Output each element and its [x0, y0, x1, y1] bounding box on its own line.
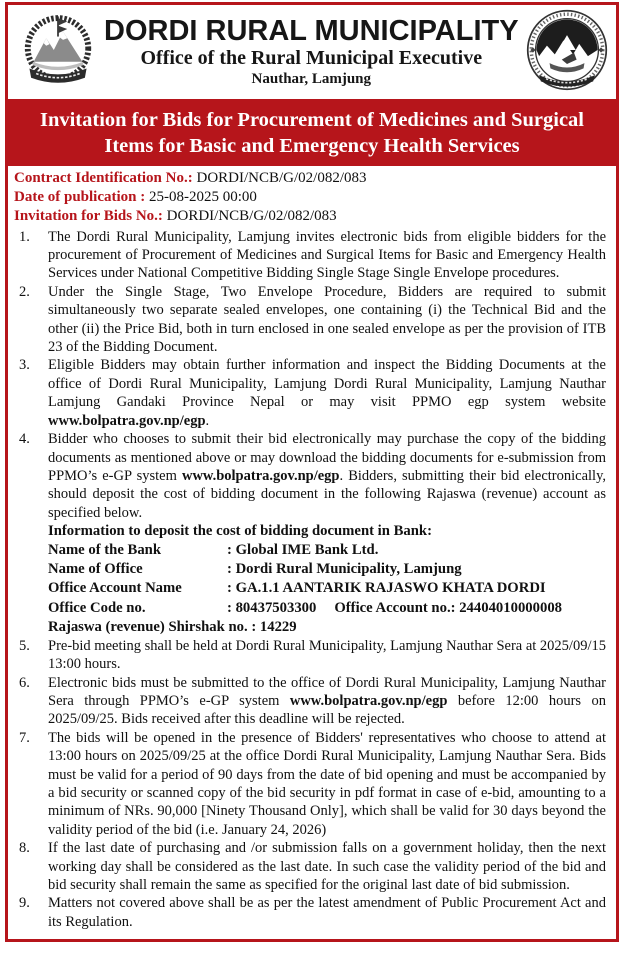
- item-text-segment: before 12:00 hours on 2025/09/25. Bids received after this deadline will be rejected.: [48, 693, 606, 728]
- list-item-text: [48, 430, 606, 637]
- bank-label: Office Code no.: [48, 599, 146, 616]
- list-item: [14, 674, 606, 729]
- list-item: [14, 637, 606, 674]
- bank-label-secondary: Office Account no.:: [334, 599, 456, 616]
- municipality-title: DORDI RURAL MUNICIPALITY: [104, 14, 519, 47]
- bank-value: : Dordi Rural Municipality, Lamjung: [227, 561, 462, 578]
- list-item-text: [48, 228, 606, 283]
- bank-info-row: [48, 560, 606, 579]
- bank-value: : Global IME Bank Ltd.: [227, 542, 379, 559]
- item-text-segment: Under the Single Stage, Two Envelope Procedure, Bidders are required to submit simultaneously two separate sealed envelopes, one containing (i) the Technical Bid and the other (ii) the Price Bid, both in turn enclosed in one sealed envelope as per the provision of ITB 23 of the Bidding Document.: [48, 283, 606, 356]
- bank-label: Office Account Name: [48, 580, 182, 597]
- meta-value: DORDI/NCB/G/02/082/083: [166, 208, 337, 225]
- meta-value: 25-08-2025 00:00: [149, 189, 257, 206]
- bank-info-row: [48, 541, 606, 560]
- list-item-number: 7.: [19, 729, 30, 746]
- contract-meta-row: [14, 188, 606, 207]
- item-text-segment: If the last date of purchasing and /or submission falls on a government holiday, then the next working day shall be considered as the last date. In such case the validity period of the bid and bid security shall remain the same as specified for the original last date of bid submission.: [48, 840, 606, 894]
- bank-shirshak-row: Rajaswa (revenue) Shirshak no. : 14229: [48, 618, 297, 635]
- list-item-text: [48, 894, 606, 931]
- list-item: [14, 839, 606, 894]
- bid-notice-document: [5, 2, 619, 942]
- item-text-segment: .: [205, 412, 210, 429]
- bank-info-heading: Information to deposit the cost of bidding document in Bank:: [48, 523, 432, 540]
- list-item-number: 1.: [19, 228, 30, 245]
- list-item-number: 8.: [19, 840, 30, 857]
- list-item-number: 3.: [19, 357, 30, 374]
- list-item-text: [48, 839, 606, 894]
- meta-label: Date of publication :: [14, 189, 149, 206]
- document-header: [8, 5, 616, 102]
- item-text-segment: The Dordi Rural Municipality, Lamjung invites electronic bids from eligible bidders for the procurement of Procurement of Medicines and Surgical Items for Basic and Emergency Health Services under National Competitive Bidding Single Stage Single Envelope procedures.: [48, 228, 606, 282]
- list-item: [14, 356, 606, 430]
- meta-label: Contract Identification No.:: [14, 170, 197, 187]
- list-item: [14, 283, 606, 357]
- bank-code-row: [48, 599, 606, 618]
- bank-value: : GA.1.1 AANTARIK RAJASWO KHATA DORDI: [227, 580, 546, 597]
- contract-meta-row: [14, 169, 606, 188]
- list-item-number: 2.: [19, 283, 30, 300]
- bank-label: Name of the Bank: [48, 542, 162, 559]
- nepal-coat-of-arms-icon: [16, 11, 100, 94]
- item-text-segment: Eligible Bidders may obtain further information and inspect the Bidding Documents at the office of Dordi Rural Municipality, Lamjung Dordi Rural Municipality, Lamjung Nauthar Lamjung Gandaki Province Nepal or may visit PPMO egp system website: [48, 357, 606, 411]
- item-text-segment: Bidder who chooses to submit their bid electronically may purchase the copy of the bidding documents as mentioned above or may download the bidding documents for e-submission from PPMO’s e-GP system: [48, 431, 606, 484]
- list-item: [14, 894, 606, 931]
- office-location: Nauthar, Lamjung: [251, 71, 372, 88]
- list-item-text: [48, 729, 606, 839]
- meta-value: DORDI/NCB/G/02/082/083: [196, 170, 367, 187]
- egp-url-text: www.bolpatra.gov.np/egp: [181, 467, 340, 484]
- bank-value: : 80437503300: [227, 599, 317, 616]
- list-item-text: [48, 637, 606, 674]
- municipality-seal-icon: [523, 9, 611, 96]
- item-text-segment: . Bidders, submitting their bid electronically, should deposit the cost of bidding document in the following Rajaswa (revenue) account as specified below.: [48, 467, 606, 521]
- bank-rows: [48, 541, 606, 598]
- list-item-number: 4.: [19, 431, 30, 448]
- egp-url-text: www.bolpatra.gov.np/egp: [289, 693, 448, 709]
- contract-meta: [14, 169, 606, 227]
- list-item: [14, 228, 606, 283]
- item-text-segment: Electronic bids must be submitted to the office of Dordi Rural Municipality, Lamjung Nauthar Sera through PPMO’s e-GP system: [48, 674, 606, 709]
- list-item-text: [48, 356, 606, 430]
- notice-title-banner: Invitation for Bids for Procurement of Medicines and Surgical Items for Basic and Emergency Health Services: [8, 102, 616, 166]
- bank-value-secondary: 24404010000008: [459, 599, 562, 616]
- list-item-text: [48, 283, 606, 357]
- item-text-segment: Pre-bid meeting shall be held at Dordi Rural Municipality, Lamjung Nauthar Sera at 2025/09/15 13:00 hours.: [48, 637, 606, 673]
- item-text-segment: The bids will be opened in the presence of Bidders' representatives who choose to attend at 13:00 hours on 2025/09/25 at the office Dordi Rural Municipality, Lamjung Nauthar Sera. Bids must be valid for a period of 90 days from the date of bid opening and must be accompanied by a bid security or scanned copy of the bid security in pdf format in case of e-bid, amounting to a minimum of NRs. 90,000 [Ninety Thousand Only], which shall be valid for 30 days beyond the validity period of the bid (i.e. January 24, 2026): [48, 729, 606, 838]
- list-item-number: 5.: [19, 637, 30, 654]
- office-subtitle: Office of the Rural Municipal Executive: [140, 47, 483, 70]
- notice-body: [8, 166, 616, 939]
- bank-label: Name of Office: [48, 561, 143, 578]
- bank-deposit-info: [48, 522, 606, 637]
- egp-url-text: www.bolpatra.gov.np/egp: [48, 412, 206, 429]
- meta-label: Invitation for Bids No.:: [14, 208, 167, 225]
- list-item-number: 9.: [19, 895, 30, 912]
- list-item: [14, 430, 606, 637]
- header-title-block: [100, 16, 523, 89]
- notice-items-list: [14, 228, 606, 932]
- contract-meta-row: [14, 207, 606, 226]
- list-item-number: 6.: [19, 674, 30, 691]
- item-text-segment: Matters not covered above shall be as per the latest amendment of Public Procurement Act and its Regulation.: [48, 895, 606, 930]
- list-item-text: [48, 674, 606, 729]
- bank-info-row: [48, 579, 606, 598]
- list-item: [14, 729, 606, 839]
